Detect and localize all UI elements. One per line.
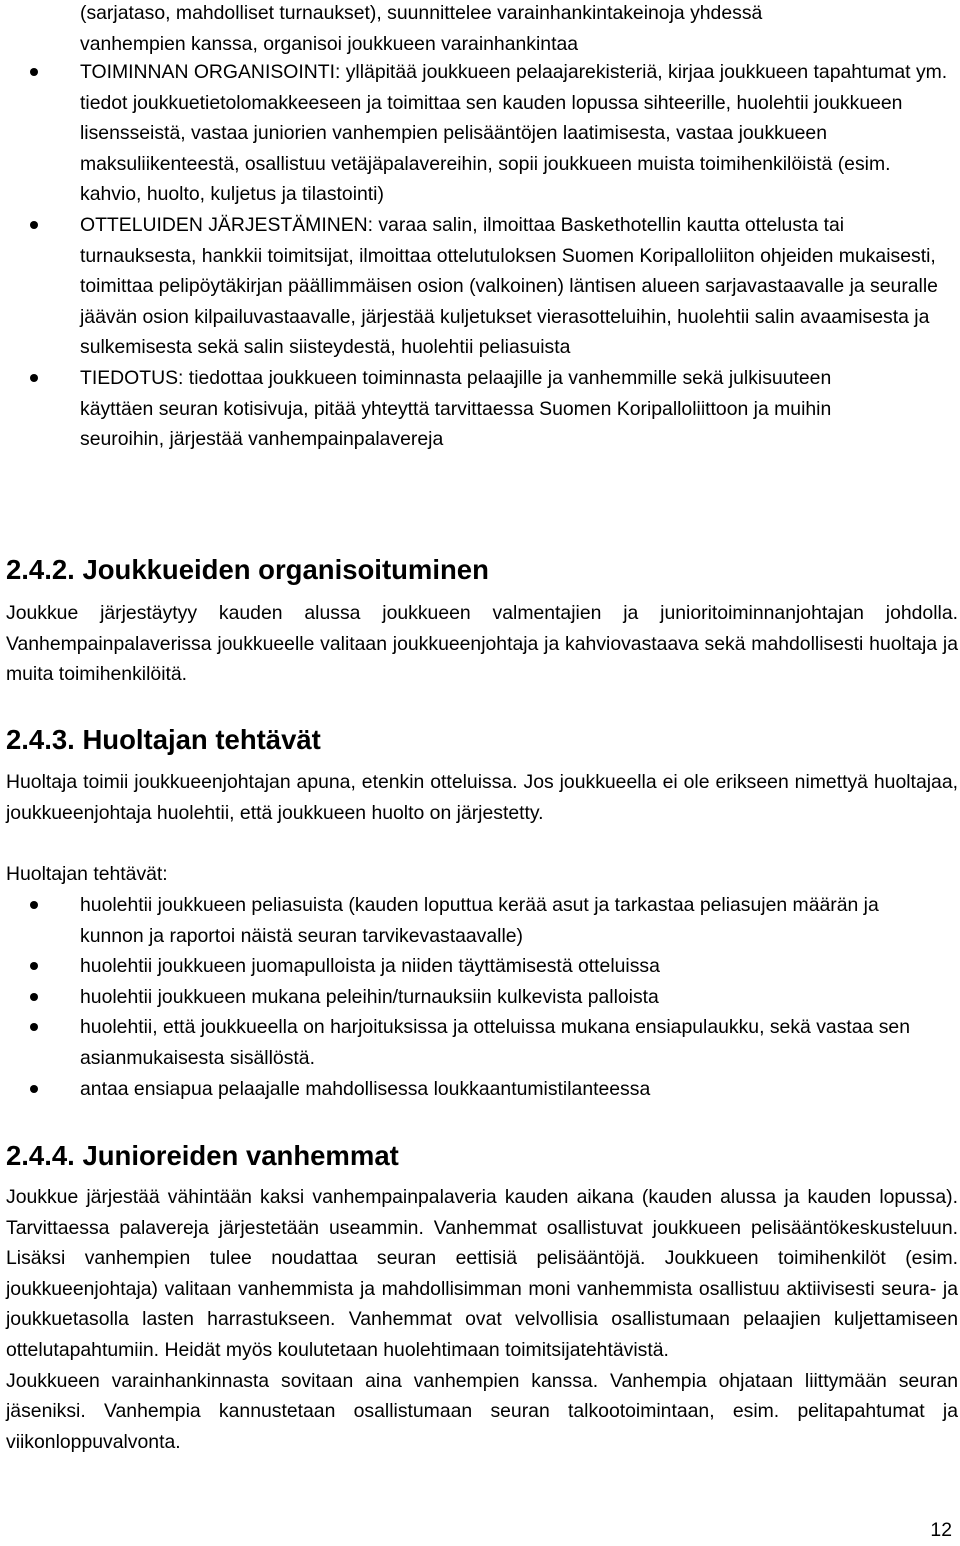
- bullet-icon: [30, 1023, 38, 1031]
- bullet-icon: [30, 901, 38, 909]
- section-heading-2-4-3: 2.4.3. Huoltajan tehtävät: [6, 724, 321, 755]
- list-item: [6, 363, 958, 455]
- list-item: [6, 1012, 958, 1073]
- list-item: [6, 1074, 958, 1105]
- list-item-text: OTTELUIDEN JÄRJESTÄMINEN: varaa salin, ilmoittaa Baskethotellin kautta ottelusta tai turnauksesta, hankkii toimitsijat, ilmoittaa ottelutuloksen Suomen Koripalloliiton ohjeiden mukaisesti, toimittaa pelipöytäkirjan päällimmäisen osion (valkoinen) läntisen alueen sarjavastaavalle ja seuralle jäävän osion kilpailuvastaavalle, järjestää kuljetukset vierasotteluihin, huolehtii salin avaamisesta ja sulkemisesta sekä salin siisteydestä, huolehtii peliasuista: [80, 213, 938, 359]
- section-heading-2-4-2: 2.4.2. Joukkueiden organisoituminen: [6, 554, 489, 585]
- paragraph: Joukkue järjestäytyy kauden alussa joukkueen valmentajien ja junioritoiminnanjohtajan johdolla. Vanhempainpalaverissa joukkueelle valitaan joukkueenjohtaja ja kahviovastaava sekä mahdollisesti huoltaja ja muita toimihenkilöitä.: [6, 602, 958, 686]
- list-item-text: antaa ensiapua pelaajalle mahdollisessa loukkaantumistilanteessa: [80, 1077, 651, 1100]
- list-title: Huoltajan tehtävät:: [6, 863, 168, 885]
- responsibilities-list: [6, 57, 958, 455]
- list-item: [6, 57, 958, 210]
- section-2-4-2-body: [6, 598, 958, 690]
- paragraph: Joukkue järjestää vähintään kaksi vanhempainpalaveria kauden aikana (kauden alussa ja kauden lopussa). Tarvittaessa palavereja järjestetään useammin. Vanhemmat osallistuvat joukkueen pelisääntökeskusteluun. Lisäksi vanhempien tulee noudattaa seuran eettisiä pelisääntöjä. Joukkueen toimihenkilöt (esim. joukkueenjohtaja) valitaan vanhemmista ja mahdollisimman moni vanhemmista osallistuu aktiivisesti seura- ja joukkuetasolla lasten harrastukseen. Vanhemmat ovat velvollisia osallistumaan pelaajien kuljettamiseen ottelutapahtumiin. Heidät myös koulutetaan huolehtimaan toimitsijatehtävistä.: [6, 1186, 958, 1361]
- bullet-icon: [30, 1085, 38, 1093]
- continuation-line-1: (sarjataso, mahdolliset turnaukset), suunnittelee varainhankintakeinoja yhdessä: [80, 2, 763, 24]
- bullet-icon: [30, 374, 38, 382]
- caretaker-duties-list: [6, 890, 958, 1104]
- paragraph: Joukkueen varainhankinnasta sovitaan aina vanhempien kanssa. Vanhempia ohjataan liittymään seuran jäseniksi. Vanhempia kannustetaan osallistumaan seuran talkootoimintaan, esim. pelitapahtumat ja viikonloppuvalvonta.: [6, 1369, 958, 1453]
- list-item-text: TOIMINNAN ORGANISOINTI: ylläpitää joukkueen pelaajarekisteriä, kirjaa joukkueen tapahtumat ym. tiedot joukkuetietolomakkeeseen ja toimittaa sen kauden lopussa sihteerille, huolehtii joukkueen lisensseistä, vastaa juniorien vanhempien pelisääntöjen laatimisesta, vastaa joukkueen maksuliikenteestä, osallistuu vetäjäpalavereihin, sopii joukkueen muista toimihenkilöistä (esim. kahvio, huolto, kuljetus ja tilastointi): [80, 61, 948, 206]
- list-item: [6, 210, 958, 363]
- list-item-text: huolehtii joukkueen mukana peleihin/turnauksiin kulkevista palloista: [80, 985, 659, 1008]
- continuation-text: [80, 0, 960, 59]
- section-heading-2-4-4: 2.4.4. Junioreiden vanhemmat: [6, 1140, 399, 1171]
- paragraph: Huoltaja toimii joukkueenjohtajan apuna, etenkin otteluissa. Jos joukkueella ei ole erikseen nimettyä huoltajaa, joukkueenjohtaja huolehtii, että joukkueen huolto on järjestetty.: [6, 771, 958, 824]
- bullet-icon: [30, 993, 38, 1001]
- section-2-4-4-body: [6, 1182, 958, 1457]
- list-item-text: huolehtii, että joukkueella on harjoituksissa ja otteluissa mukana ensiapulaukku, sekä vastaa sen asianmukaisesta sisällöstä.: [80, 1016, 910, 1069]
- bullet-icon: [30, 68, 38, 76]
- list-item-text: huolehtii joukkueen juomapulloista ja niiden täyttämisestä otteluissa: [80, 955, 660, 978]
- list-item: [6, 951, 958, 982]
- list-item: [6, 890, 958, 951]
- list-item-text: TIEDOTUS: tiedottaa joukkueen toiminnasta pelaajille ja vanhemmille sekä julkisuuteen käyttäen seuran kotisivuja, pitää yhteyttä tarvittaessa Suomen Koripalloliittoon ja muihin seuroihin, järjestää vanhempainpalavereja: [80, 366, 832, 451]
- bullet-icon: [30, 962, 38, 970]
- list-item-text: huolehtii joukkueen peliasuista (kauden loputtua kerää asut ja tarkastaa peliasujen määrän ja kunnon ja raportoi näistä seuran tarvikevastaavalle): [80, 894, 879, 947]
- bullet-icon: [30, 221, 38, 229]
- continuation-line-2: vanhempien kanssa, organisoi joukkueen varainhankintaa: [80, 32, 579, 55]
- section-2-4-3-body: [6, 767, 958, 828]
- page-number: 12: [930, 1519, 952, 1541]
- list-item: [6, 982, 958, 1013]
